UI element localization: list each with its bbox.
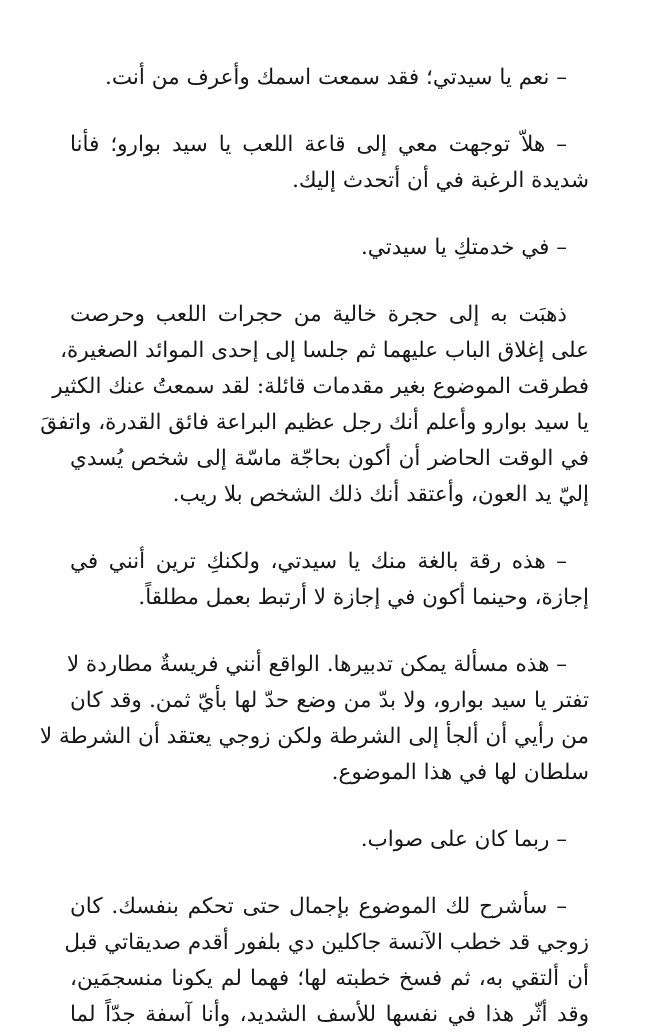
- paragraph-5: [70, 544, 589, 616]
- text-line: تفتر يا سيد بوارو، ولا بدّ من وضع حدّ لها بأيّ ثمن. وقد كان: [70, 688, 589, 713]
- text-line: إجازة، وحينما أكون في إجازة لا أرتبط بعمل مطلقاً.: [138, 585, 589, 610]
- text-line: – نعم يا سيدتي؛ فقد سمعت اسمك وأعرف من أنت.: [104, 65, 567, 90]
- text-line: زوجي قد خطب الآنسة جاكلين دي بلفور أقدم صديقاتي قبل: [64, 930, 589, 955]
- paragraph-6: [39, 647, 589, 791]
- paragraph-8: [64, 889, 589, 1033]
- text-line: ذهبَت به إلى حجرة خالية من حجرات اللعب وحرصت: [70, 302, 567, 327]
- paragraph-4: [40, 297, 589, 513]
- text-line: – هذه مسألة يمكن تدبيرها. الواقع أنني فريسةٌ مطاردة لا: [66, 652, 567, 677]
- paragraph-1: [70, 60, 589, 96]
- text-line: أن ألتقي به، ثم فسخ خطبته لها؛ فهما لم يكونا منسجمَين،: [70, 966, 589, 991]
- text-line: إليّ يد العون، وأعتقد أنك ذلك الشخص بلا ريب.: [172, 482, 589, 507]
- text-line: – ربما كان على صواب.: [360, 827, 567, 852]
- text-line: فطرقت الموضوع بغير مقدمات قائلة: لقد سمعتُ عنك الكثير: [52, 374, 589, 399]
- paragraph-2: [70, 127, 589, 199]
- text-line: سلطان لها في هذا الموضوع.: [331, 760, 589, 785]
- text-line: وقد أثّر هذا في نفسها للأسف الشديد، وأنا آسفة جدّاً لما: [70, 1002, 589, 1027]
- text-line: – سأشرح لك الموضوع بإجمال حتى تحكم بنفسك. كان: [70, 894, 567, 919]
- text-line: – هلاّ توجهت معي إلى قاعة اللعب يا سيد بوارو؛ فأنا: [70, 132, 567, 157]
- text-line: على إغلاق الباب عليهما ثم جلسا إلى إحدى الموائد الصغيرة،: [60, 338, 589, 363]
- paragraph-7: [70, 822, 589, 858]
- text-line: – هذه رقة بالغة منك يا سيدتي، ولكنكِ ترين أنني في: [70, 549, 567, 574]
- text-line: في الوقت الحاضر أن أكون بحاجّة ماسّة إلى شخص يُسدي: [70, 446, 589, 471]
- text-line: شديدة الرغبة في أن أتحدث إليك.: [292, 168, 589, 193]
- paragraph-3: [70, 230, 589, 266]
- text-line: من رأيي أن ألجأ إلى الشرطة ولكن زوجي يعتقد أن الشرطة لا: [39, 724, 589, 749]
- text-line: – في خدمتكِ يا سيدتي.: [360, 235, 567, 260]
- text-line: يا سيد بوارو وأعلم أنك رجل عظيم البراعة فائق القدرة، واتفقَ: [40, 410, 589, 435]
